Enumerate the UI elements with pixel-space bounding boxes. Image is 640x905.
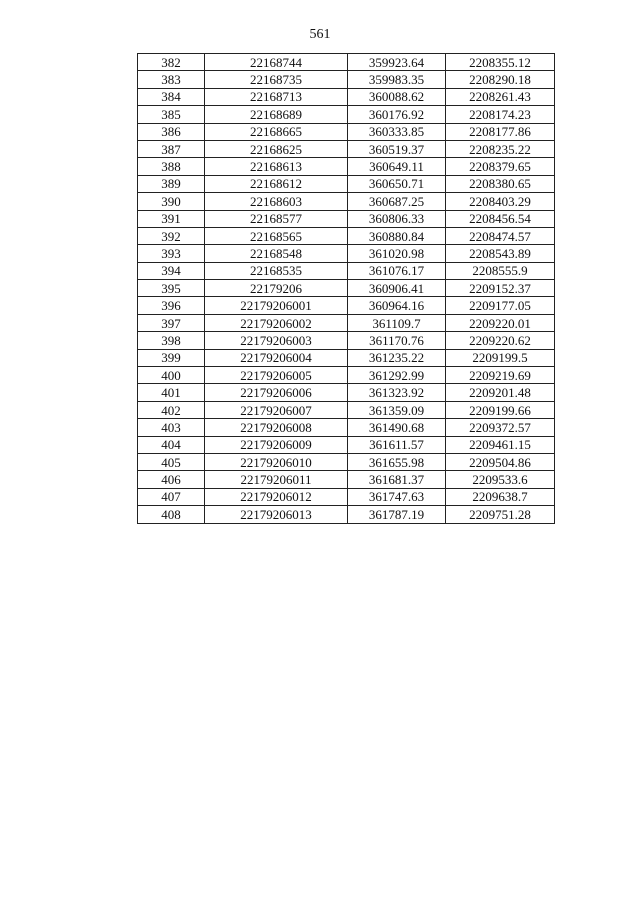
point-id-cell: 22179206013: [205, 506, 348, 523]
y-coordinate-cell: 2209177.05: [446, 297, 555, 314]
x-coordinate-cell: 361681.37: [348, 471, 446, 488]
y-coordinate-cell: 2208235.22: [446, 140, 555, 157]
point-id-cell: 22179206007: [205, 401, 348, 418]
y-coordinate-cell: 2208543.89: [446, 245, 555, 262]
point-id-cell: 22179206001: [205, 297, 348, 314]
y-coordinate-cell: 2209220.62: [446, 332, 555, 349]
point-id-cell: 22168535: [205, 262, 348, 279]
row-index-cell: 386: [138, 123, 205, 140]
x-coordinate-cell: 361359.09: [348, 401, 446, 418]
point-id-cell: 22179206012: [205, 488, 348, 505]
table-body: [138, 54, 555, 524]
table-row: [138, 349, 555, 366]
x-coordinate-cell: 361323.92: [348, 384, 446, 401]
table-row: [138, 123, 555, 140]
point-id-cell: 22179206002: [205, 314, 348, 331]
point-id-cell: 22179206006: [205, 384, 348, 401]
y-coordinate-cell: 2209461.15: [446, 436, 555, 453]
row-index-cell: 404: [138, 436, 205, 453]
table-row: [138, 280, 555, 297]
x-coordinate-cell: 359923.64: [348, 54, 446, 71]
y-coordinate-cell: 2208174.23: [446, 106, 555, 123]
row-index-cell: 401: [138, 384, 205, 401]
table-row: [138, 158, 555, 175]
table-row: [138, 314, 555, 331]
point-id-cell: 22179206005: [205, 367, 348, 384]
y-coordinate-cell: 2209201.48: [446, 384, 555, 401]
row-index-cell: 408: [138, 506, 205, 523]
row-index-cell: 399: [138, 349, 205, 366]
y-coordinate-cell: 2209372.57: [446, 419, 555, 436]
table-row: [138, 384, 555, 401]
y-coordinate-cell: 2209220.01: [446, 314, 555, 331]
x-coordinate-cell: 360906.41: [348, 280, 446, 297]
table-row: [138, 262, 555, 279]
point-id-cell: 22179206011: [205, 471, 348, 488]
table-row: [138, 488, 555, 505]
table-row: [138, 106, 555, 123]
page-number: 561: [309, 27, 331, 42]
x-coordinate-cell: 361611.57: [348, 436, 446, 453]
point-id-cell: 22168577: [205, 210, 348, 227]
x-coordinate-cell: 360088.62: [348, 88, 446, 105]
point-id-cell: 22179206008: [205, 419, 348, 436]
row-index-cell: 385: [138, 106, 205, 123]
row-index-cell: 395: [138, 280, 205, 297]
y-coordinate-cell: 2208555.9: [446, 262, 555, 279]
row-index-cell: 384: [138, 88, 205, 105]
table-row: [138, 175, 555, 192]
table-row: [138, 210, 555, 227]
row-index-cell: 391: [138, 210, 205, 227]
table-row: [138, 88, 555, 105]
y-coordinate-cell: 2208290.18: [446, 71, 555, 88]
x-coordinate-cell: 359983.35: [348, 71, 446, 88]
point-id-cell: 22168713: [205, 88, 348, 105]
table-row: [138, 506, 555, 523]
x-coordinate-cell: 360806.33: [348, 210, 446, 227]
x-coordinate-cell: 361787.19: [348, 506, 446, 523]
x-coordinate-cell: 361490.68: [348, 419, 446, 436]
row-index-cell: 390: [138, 193, 205, 210]
row-index-cell: 388: [138, 158, 205, 175]
point-id-cell: 22179206004: [205, 349, 348, 366]
table-row: [138, 367, 555, 384]
point-id-cell: 22168613: [205, 158, 348, 175]
table-row: [138, 227, 555, 244]
x-coordinate-cell: 361170.76: [348, 332, 446, 349]
row-index-cell: 383: [138, 71, 205, 88]
x-coordinate-cell: 360687.25: [348, 193, 446, 210]
y-coordinate-cell: 2208355.12: [446, 54, 555, 71]
x-coordinate-cell: 361747.63: [348, 488, 446, 505]
x-coordinate-cell: 361076.17: [348, 262, 446, 279]
point-id-cell: 22168548: [205, 245, 348, 262]
table-row: [138, 332, 555, 349]
row-index-cell: 396: [138, 297, 205, 314]
x-coordinate-cell: 361235.22: [348, 349, 446, 366]
point-id-cell: 22168689: [205, 106, 348, 123]
y-coordinate-cell: 2208261.43: [446, 88, 555, 105]
row-index-cell: 393: [138, 245, 205, 262]
table-row: [138, 245, 555, 262]
table-row: [138, 297, 555, 314]
y-coordinate-cell: 2209533.6: [446, 471, 555, 488]
row-index-cell: 405: [138, 453, 205, 470]
y-coordinate-cell: 2208379.65: [446, 158, 555, 175]
table-row: [138, 140, 555, 157]
coordinates-table: [137, 53, 555, 524]
table-row: [138, 401, 555, 418]
point-id-cell: 22168625: [205, 140, 348, 157]
x-coordinate-cell: 360176.92: [348, 106, 446, 123]
row-index-cell: 397: [138, 314, 205, 331]
row-index-cell: 406: [138, 471, 205, 488]
y-coordinate-cell: 2209504.86: [446, 453, 555, 470]
x-coordinate-cell: 361655.98: [348, 453, 446, 470]
row-index-cell: 398: [138, 332, 205, 349]
point-id-cell: 22179206: [205, 280, 348, 297]
point-id-cell: 22179206003: [205, 332, 348, 349]
y-coordinate-cell: 2209199.5: [446, 349, 555, 366]
y-coordinate-cell: 2208456.54: [446, 210, 555, 227]
x-coordinate-cell: 360649.11: [348, 158, 446, 175]
x-coordinate-cell: 361109.7: [348, 314, 446, 331]
x-coordinate-cell: 360519.37: [348, 140, 446, 157]
point-id-cell: 22168665: [205, 123, 348, 140]
x-coordinate-cell: 360333.85: [348, 123, 446, 140]
x-coordinate-cell: 360650.71: [348, 175, 446, 192]
table-row: [138, 453, 555, 470]
point-id-cell: 22179206010: [205, 453, 348, 470]
row-index-cell: 403: [138, 419, 205, 436]
x-coordinate-cell: 360964.16: [348, 297, 446, 314]
y-coordinate-cell: 2208177.86: [446, 123, 555, 140]
y-coordinate-cell: 2208403.29: [446, 193, 555, 210]
point-id-cell: 22168565: [205, 227, 348, 244]
x-coordinate-cell: 361292.99: [348, 367, 446, 384]
y-coordinate-cell: 2209199.66: [446, 401, 555, 418]
row-index-cell: 392: [138, 227, 205, 244]
row-index-cell: 402: [138, 401, 205, 418]
y-coordinate-cell: 2209751.28: [446, 506, 555, 523]
row-index-cell: 407: [138, 488, 205, 505]
point-id-cell: 22168735: [205, 71, 348, 88]
table-row: [138, 193, 555, 210]
table-row: [138, 54, 555, 71]
y-coordinate-cell: 2208380.65: [446, 175, 555, 192]
y-coordinate-cell: 2209152.37: [446, 280, 555, 297]
row-index-cell: 394: [138, 262, 205, 279]
table-row: [138, 419, 555, 436]
row-index-cell: 400: [138, 367, 205, 384]
y-coordinate-cell: 2209638.7: [446, 488, 555, 505]
table-row: [138, 471, 555, 488]
point-id-cell: 22168612: [205, 175, 348, 192]
x-coordinate-cell: 361020.98: [348, 245, 446, 262]
y-coordinate-cell: 2208474.57: [446, 227, 555, 244]
row-index-cell: 387: [138, 140, 205, 157]
point-id-cell: 22168603: [205, 193, 348, 210]
row-index-cell: 389: [138, 175, 205, 192]
row-index-cell: 382: [138, 54, 205, 71]
point-id-cell: 22179206009: [205, 436, 348, 453]
y-coordinate-cell: 2209219.69: [446, 367, 555, 384]
table-row: [138, 71, 555, 88]
x-coordinate-cell: 360880.84: [348, 227, 446, 244]
table-row: [138, 436, 555, 453]
point-id-cell: 22168744: [205, 54, 348, 71]
